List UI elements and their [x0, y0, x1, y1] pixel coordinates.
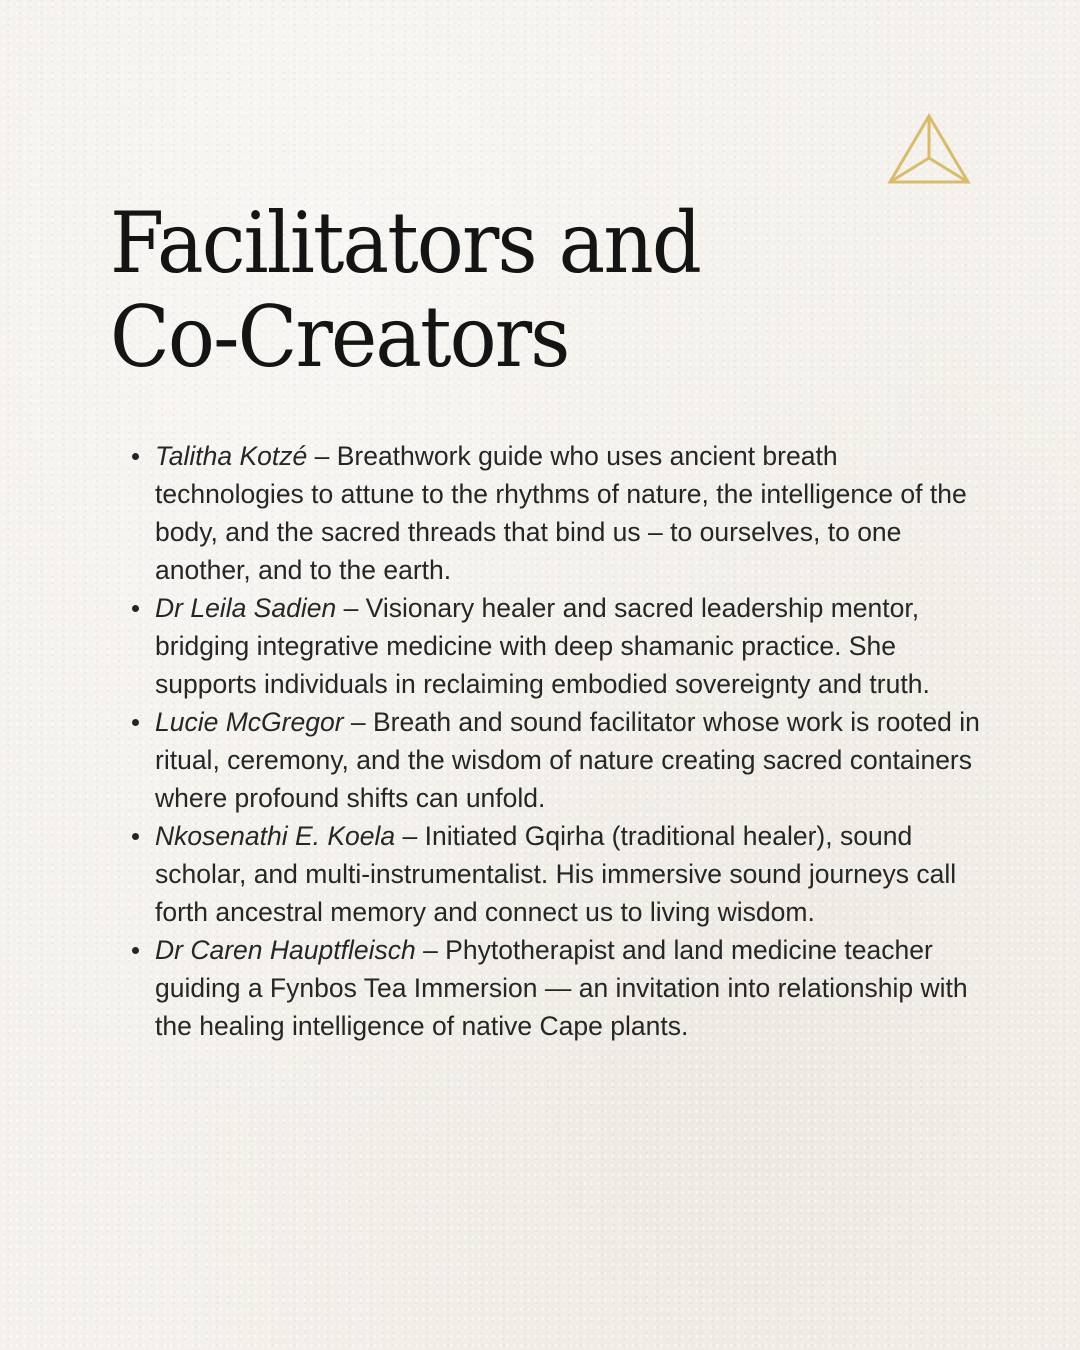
facilitator-description: Phytotherapist and land medicine teacher guiding a Fynbos Tea Immersion — an invitation into relationship with the healing intelligence of native Cape plants.: [155, 935, 968, 1041]
facilitator-description: Initiated Gqirha (traditional healer), sound scholar, and multi-instrumentalist. His immersive sound journeys call forth ancestral memory and connect us to living wisdom.: [155, 821, 957, 927]
facilitator-name: Dr Leila Sadien: [155, 593, 337, 623]
list-item: [155, 931, 990, 1045]
separator: –: [343, 707, 373, 737]
facilitator-name: Lucie McGregor: [155, 707, 344, 737]
list-item: [155, 589, 990, 703]
page-title: [110, 196, 700, 384]
facilitator-description: Visionary healer and sacred leadership mentor, bridging integrative medicine with deep shamanic practice. She supports individuals in reclaiming embodied sovereignty and truth.: [155, 593, 930, 699]
facilitator-name: Dr Caren Hauptfleisch: [155, 935, 416, 965]
bullet-icon: [132, 947, 139, 954]
facilitator-name: Talitha Kotzé: [155, 441, 308, 471]
triangle-logo-icon: [886, 112, 972, 186]
facilitator-description: Breathwork guide who uses ancient breath technologies to attune to the rhythms of nature, the intelligence of the body, and the sacred threads that bind us – to ourselves, to one another, and to the earth.: [155, 441, 967, 585]
bullet-icon: [132, 833, 139, 840]
facilitator-name: Nkosenathi E. Koela: [155, 821, 396, 851]
page-title-line-1: Facilitators and: [110, 194, 700, 292]
separator: –: [336, 593, 366, 623]
page-title-line-2: Co-Creators: [110, 288, 569, 386]
separator: –: [395, 821, 425, 851]
facilitator-list: [155, 437, 990, 1045]
separator: –: [307, 441, 337, 471]
facilitator-description: Breath and sound facilitator whose work is rooted in ritual, ceremony, and the wisdom of nature creating sacred containers where profound shifts can unfold.: [155, 707, 980, 813]
separator: –: [415, 935, 446, 965]
bullet-icon: [132, 605, 139, 612]
bullet-icon: [132, 453, 139, 460]
list-item: [155, 817, 990, 931]
list-item: [155, 703, 990, 817]
bullet-icon: [132, 719, 139, 726]
list-item: [155, 437, 990, 589]
